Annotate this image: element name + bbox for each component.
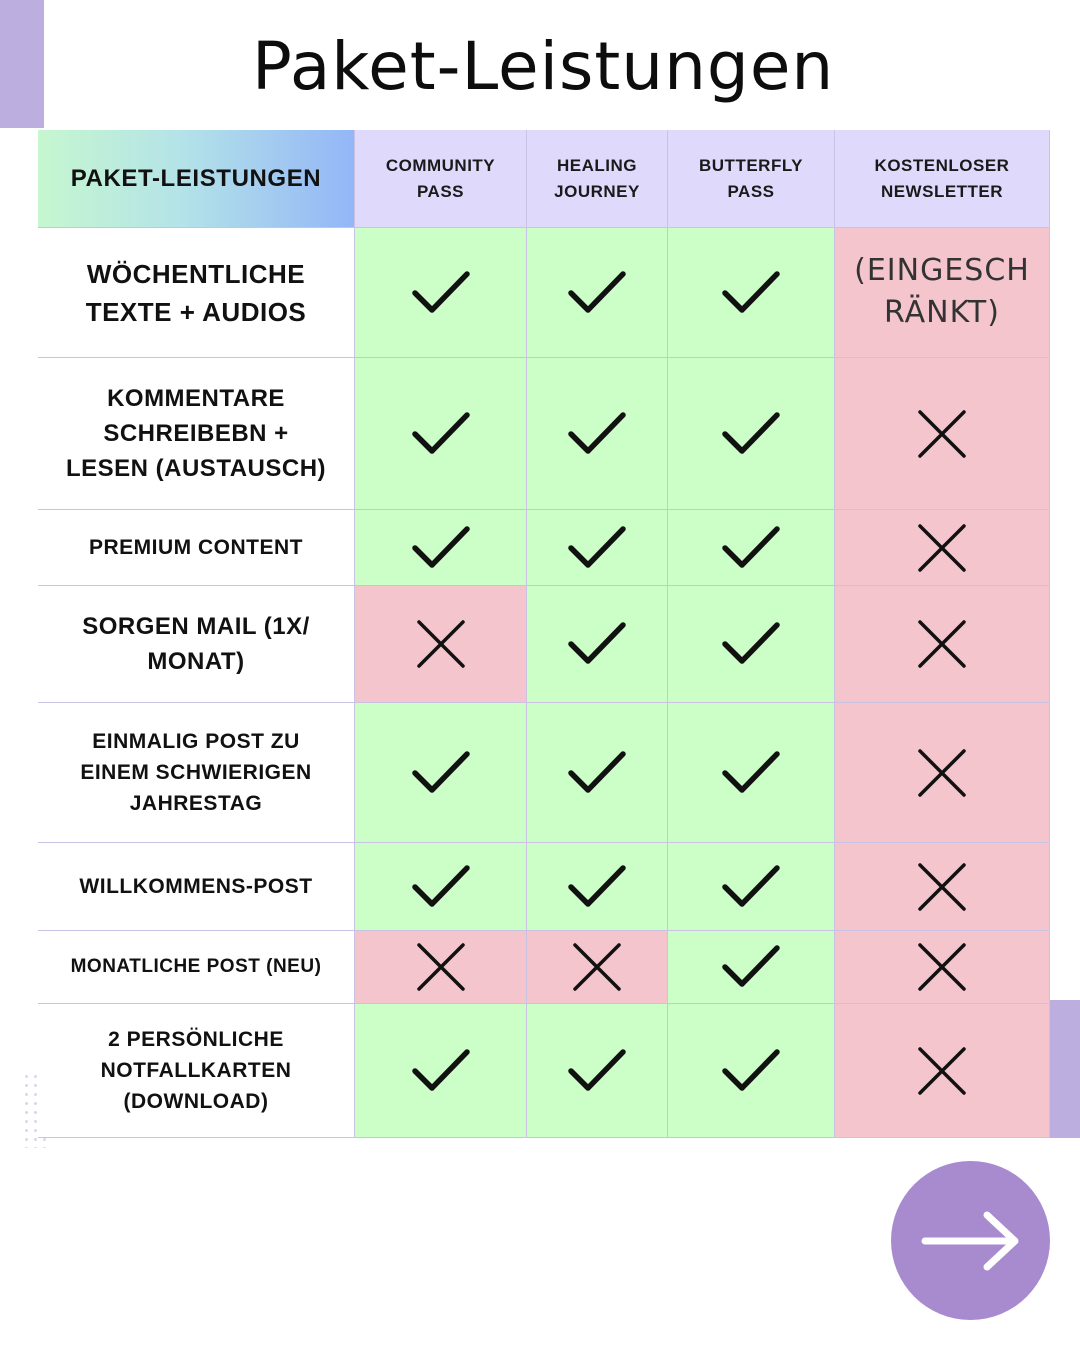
limited-label-line: RÄNKT) xyxy=(884,295,1000,330)
check-icon xyxy=(721,410,781,458)
value-cell-healing-journey xyxy=(527,228,668,358)
header-plan-line: HEALING xyxy=(557,155,637,175)
check-icon xyxy=(567,1047,627,1095)
value-cell-newsletter xyxy=(835,1004,1050,1138)
cross-icon xyxy=(917,619,967,669)
header-plan-line: JOURNEY xyxy=(554,181,640,201)
value-cell-newsletter xyxy=(835,586,1050,703)
cross-icon xyxy=(416,942,466,992)
feature-label-line: TEXTE + AUDIOS xyxy=(85,296,307,327)
feature-label xyxy=(38,1004,355,1138)
value-cell-community-pass xyxy=(355,586,527,703)
feature-label-line: SCHREIBEBN + xyxy=(103,420,289,447)
cross-icon xyxy=(917,523,967,573)
check-icon xyxy=(411,1047,471,1095)
feature-label-line: MONAT) xyxy=(147,648,245,675)
feature-label-line: NOTFALLKARTEN xyxy=(100,1059,292,1082)
value-cell-newsletter xyxy=(835,510,1050,586)
check-icon xyxy=(411,410,471,458)
check-icon xyxy=(411,863,471,911)
check-icon xyxy=(567,410,627,458)
value-cell-newsletter xyxy=(835,843,1050,931)
value-cell-newsletter xyxy=(835,931,1050,1004)
header-plan-newsletter xyxy=(835,130,1050,228)
value-cell-butterfly-pass xyxy=(668,1004,835,1138)
cross-icon xyxy=(416,619,466,669)
check-icon xyxy=(567,524,627,572)
value-cell-community-pass xyxy=(355,1004,527,1138)
feature-label-line: WILLKOMMENS-POST xyxy=(79,875,313,898)
cross-icon xyxy=(572,942,622,992)
feature-label-line: PREMIUM CONTENT xyxy=(89,536,303,559)
check-icon xyxy=(721,269,781,317)
value-cell-community-pass xyxy=(355,510,527,586)
feature-label-line: MONATLICHE POST (NEU) xyxy=(70,956,322,977)
value-cell-butterfly-pass xyxy=(668,586,835,703)
header-plan-line: PASS xyxy=(727,181,775,201)
value-cell-healing-journey xyxy=(527,1004,668,1138)
header-plan-line: KOSTENLOSER xyxy=(874,155,1010,175)
limited-label-line: (EINGESCH xyxy=(854,253,1030,288)
decor-bar-right xyxy=(1050,1000,1080,1138)
check-icon xyxy=(567,620,627,668)
check-icon xyxy=(567,269,627,317)
check-icon xyxy=(721,620,781,668)
check-icon xyxy=(721,943,781,991)
value-cell-newsletter xyxy=(835,228,1050,358)
value-cell-community-pass xyxy=(355,358,527,510)
limited-label xyxy=(854,250,1030,334)
feature-label-line: KOMMENTARE xyxy=(107,385,285,412)
next-button[interactable] xyxy=(891,1161,1050,1320)
feature-label xyxy=(38,228,355,358)
header-plan-line: NEWSLETTER xyxy=(880,181,1004,201)
value-cell-butterfly-pass xyxy=(668,931,835,1004)
value-cell-butterfly-pass xyxy=(668,843,835,931)
check-icon xyxy=(721,524,781,572)
header-plan-healing-journey xyxy=(527,130,668,228)
value-cell-butterfly-pass xyxy=(668,358,835,510)
feature-label-line: (DOWNLOAD) xyxy=(123,1090,269,1113)
value-cell-healing-journey xyxy=(527,358,668,510)
comparison-table xyxy=(38,130,1050,1138)
value-cell-butterfly-pass xyxy=(668,510,835,586)
cross-icon xyxy=(917,942,967,992)
feature-label xyxy=(38,510,355,586)
value-cell-healing-journey xyxy=(527,703,668,843)
header-plan-line: COMMUNITY xyxy=(385,155,496,175)
check-icon xyxy=(721,1047,781,1095)
feature-label xyxy=(38,586,355,703)
value-cell-healing-journey xyxy=(527,586,668,703)
page-title: Paket-Leistungen xyxy=(252,28,835,105)
check-icon xyxy=(567,749,627,797)
value-cell-newsletter xyxy=(835,358,1050,510)
arrow-right-icon xyxy=(919,1209,1023,1273)
cross-icon xyxy=(917,748,967,798)
cross-icon xyxy=(917,862,967,912)
value-cell-healing-journey xyxy=(527,843,668,931)
check-icon xyxy=(721,863,781,911)
value-cell-healing-journey xyxy=(527,510,668,586)
feature-label xyxy=(38,358,355,510)
check-icon xyxy=(411,269,471,317)
value-cell-community-pass xyxy=(355,228,527,358)
check-icon xyxy=(411,524,471,572)
header-plan-line: PASS xyxy=(416,181,465,201)
feature-label xyxy=(38,931,355,1004)
value-cell-community-pass xyxy=(355,703,527,843)
header-plan-line: BUTTERFLY xyxy=(699,155,803,175)
header-corner: PAKET-LEISTUNGEN xyxy=(38,130,355,228)
feature-label xyxy=(38,703,355,843)
header-plan-community-pass xyxy=(355,130,527,228)
feature-label-line: EINMALIG POST ZU xyxy=(92,730,300,753)
check-icon xyxy=(721,749,781,797)
value-cell-butterfly-pass xyxy=(668,703,835,843)
value-cell-community-pass xyxy=(355,931,527,1004)
feature-label-line: LESEN (AUSTAUSCH) xyxy=(65,455,327,482)
value-cell-community-pass xyxy=(355,843,527,931)
header-plan-butterfly-pass xyxy=(668,130,835,228)
value-cell-butterfly-pass xyxy=(668,228,835,358)
value-cell-healing-journey xyxy=(527,931,668,1004)
feature-label-line: EINEM SCHWIERIGEN xyxy=(80,761,312,784)
feature-label-line: JAHRESTAG xyxy=(129,792,263,815)
decor-bar-top xyxy=(0,0,44,128)
feature-label xyxy=(38,843,355,931)
feature-label-line: WÖCHENTLICHE xyxy=(86,258,306,289)
cross-icon xyxy=(917,1046,967,1096)
cross-icon xyxy=(917,409,967,459)
check-icon xyxy=(567,863,627,911)
feature-label-line: SORGEN MAIL (1X/ xyxy=(82,613,310,640)
value-cell-newsletter xyxy=(835,703,1050,843)
feature-label-line: 2 PERSÖNLICHE xyxy=(108,1028,284,1051)
check-icon xyxy=(411,749,471,797)
